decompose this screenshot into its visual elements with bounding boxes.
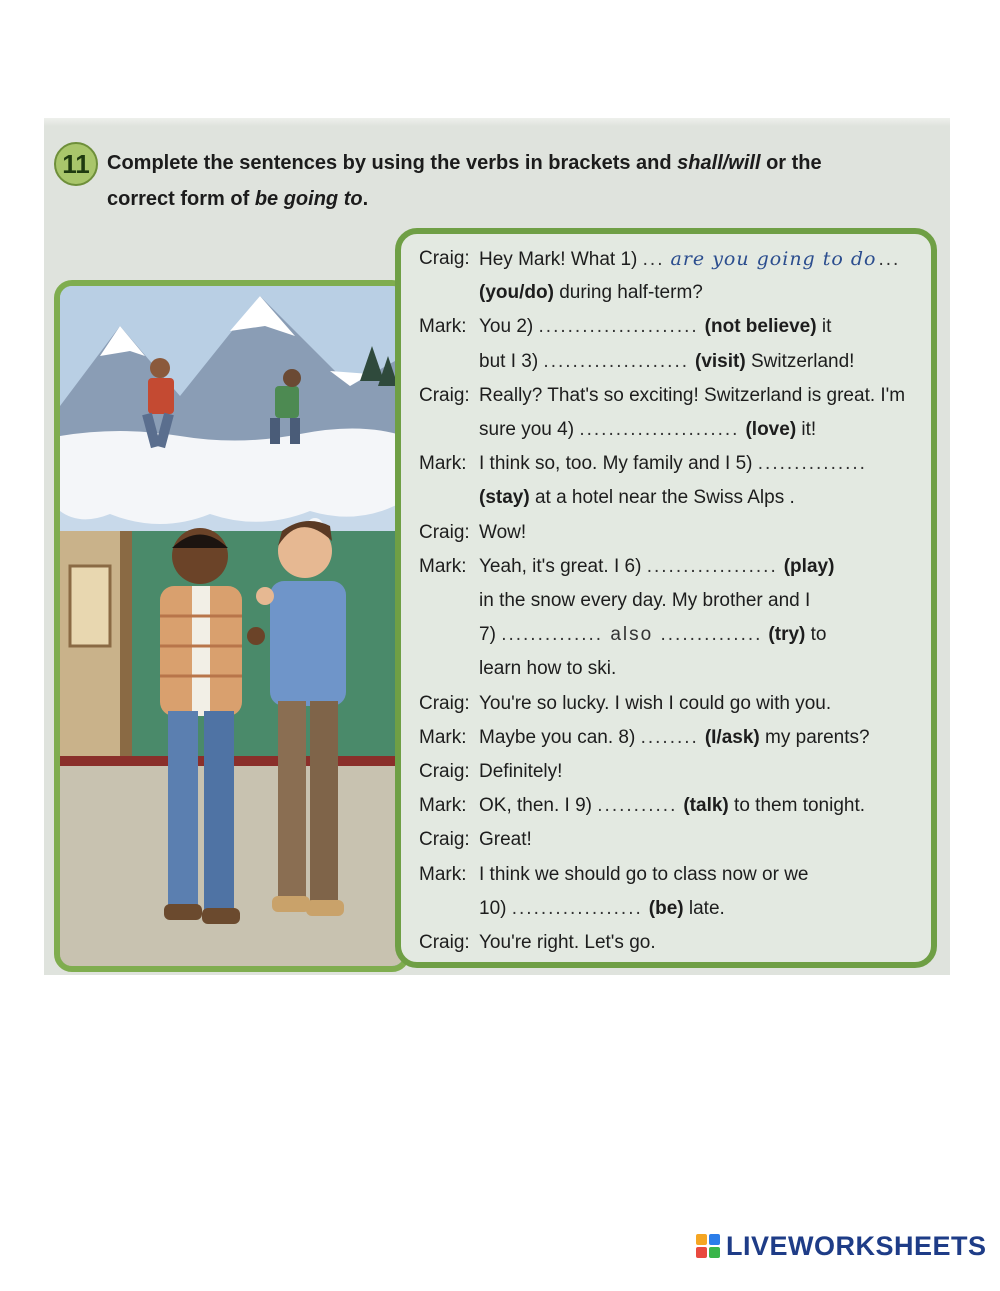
- line-text-segment: 7): [479, 624, 502, 646]
- speaker-label: Mark:: [419, 555, 467, 577]
- dialogue-line: [401, 276, 921, 310]
- line-text-segment: Hey Mark! What 1): [479, 249, 643, 270]
- line-text: [479, 892, 725, 926]
- answer-blank: ..................: [511, 897, 643, 919]
- instruction-text: .: [362, 188, 369, 210]
- line-text-segment: to them tonight.: [728, 795, 866, 817]
- dialogue-line: [401, 447, 921, 481]
- answer-blank: ........: [640, 726, 699, 748]
- line-text-segment: learn how to ski.: [479, 658, 617, 680]
- line-text-segment: I think so, too. My family and I 5): [479, 453, 758, 475]
- line-text-segment: Yeah, it's great. I 6): [479, 555, 647, 577]
- speaker-label: Craig:: [419, 692, 470, 714]
- exercise-instruction: [107, 145, 937, 217]
- speaker-label: Craig:: [419, 248, 470, 269]
- exercise-number-badge: 11: [54, 142, 98, 186]
- dialogue-line: [401, 755, 921, 789]
- line-text-segment: sure you 4): [479, 419, 580, 440]
- line-text: [479, 516, 526, 550]
- line-text: [479, 379, 905, 413]
- verb-prompt: (love): [745, 419, 797, 440]
- instruction-emphasis: be going to: [254, 188, 363, 210]
- line-text-segment: Wow!: [479, 521, 527, 543]
- verb-prompt: (talk): [683, 795, 729, 817]
- line-text: [479, 481, 795, 515]
- illustration-image: [60, 286, 404, 966]
- dialogue-line: [401, 242, 921, 276]
- illustration-boys-talking: [54, 280, 410, 972]
- line-text-segment: late.: [683, 897, 725, 919]
- line-text: [479, 858, 809, 892]
- dialogue-line: [401, 310, 921, 344]
- line-text-segment: it: [816, 316, 832, 338]
- sample-answer: are you going to do: [670, 248, 877, 270]
- line-text: [479, 276, 703, 310]
- line-text-segment: during half-term?: [553, 282, 703, 304]
- line-text: [479, 242, 900, 277]
- instruction-text: or the: [760, 152, 822, 174]
- verb-prompt: (not believe): [704, 316, 817, 338]
- speaker-label: Craig:: [419, 384, 470, 406]
- line-text: [479, 755, 562, 789]
- dialogue-line: [401, 652, 921, 686]
- line-text: [479, 584, 810, 618]
- line-text: [479, 721, 870, 755]
- verb-prompt: (you/do): [479, 282, 554, 304]
- dialogue-line: [401, 892, 921, 926]
- answer-blank: ...: [642, 249, 665, 270]
- answer-blank: .............. also ..............: [501, 624, 763, 646]
- line-text-segment: You're right. Let's go.: [479, 932, 656, 953]
- line-text: [479, 789, 865, 823]
- line-text-segment: Really? That's so exciting! Switzerland is great. I'm: [479, 384, 906, 406]
- speaker-label: Craig:: [419, 521, 470, 543]
- dialogue-box: [395, 228, 937, 968]
- dialogue-line: [401, 721, 921, 755]
- dialogue-line: [401, 550, 921, 584]
- speaker-label: Mark:: [419, 795, 467, 817]
- speaker-label: Craig:: [419, 932, 470, 953]
- line-text-segment: Definitely!: [479, 761, 563, 782]
- line-text: [479, 345, 854, 379]
- dialogue-line: [401, 926, 921, 960]
- line-text: [479, 687, 831, 721]
- dialogue-line: [401, 481, 921, 515]
- line-text: [479, 926, 656, 960]
- line-text-segment: 10): [479, 897, 512, 919]
- answer-blank: ...........: [597, 795, 678, 817]
- line-text-segment: I think we should go to class now or we: [479, 863, 809, 885]
- liveworksheets-logo-text: LIVEWORKSHEETS: [726, 1230, 987, 1261]
- answer-blank: ......................: [538, 316, 699, 338]
- instruction-text: correct form of: [107, 188, 255, 210]
- line-text: [479, 618, 827, 652]
- dialogue-line: [401, 379, 921, 413]
- line-text-segment: at a hotel near the Swiss Alps .: [529, 487, 795, 509]
- dialogue-line: [401, 618, 921, 652]
- line-text-segment: Maybe you can. 8): [479, 726, 641, 748]
- dialogue-line: [401, 823, 921, 857]
- answer-blank: ......................: [579, 419, 740, 440]
- dialogue-line: [401, 584, 921, 618]
- liveworksheets-logo: [696, 1228, 987, 1264]
- dialogue-line: [401, 789, 921, 823]
- verb-prompt: (visit): [695, 350, 746, 372]
- line-text-segment: You 2): [479, 316, 539, 338]
- liveworksheets-logo-icon: [696, 1234, 720, 1258]
- verb-prompt: (I/ask): [704, 726, 760, 748]
- verb-prompt: (stay): [479, 487, 530, 509]
- line-text: [479, 413, 816, 447]
- line-text-segment: but I 3): [479, 350, 544, 372]
- line-text-segment: in the snow every day. My brother and I: [479, 590, 811, 611]
- answer-blank: ....................: [543, 350, 689, 372]
- dialogue-line: [401, 345, 921, 379]
- line-text-segment: You're so lucky. I wish I could go with you.: [479, 692, 832, 714]
- line-text-segment: to: [805, 624, 827, 646]
- speaker-label: Mark:: [419, 726, 467, 748]
- verb-prompt: (be): [648, 897, 684, 919]
- line-text: [479, 550, 834, 584]
- line-text: [479, 823, 532, 857]
- dialogue-line: [401, 858, 921, 892]
- worksheet-page: [44, 118, 950, 975]
- line-text: [479, 652, 616, 686]
- dialogue-line: [401, 687, 921, 721]
- line-text: [479, 447, 873, 481]
- instruction-emphasis: shall/will: [677, 152, 761, 174]
- speaker-label: Craig:: [419, 761, 470, 782]
- speaker-label: Mark:: [419, 316, 467, 338]
- answer-blank: ...: [878, 249, 901, 270]
- speaker-label: Craig:: [419, 829, 470, 851]
- line-text: [479, 310, 831, 344]
- line-text-segment: OK, then. I 9): [479, 795, 598, 817]
- answer-blank: ...............: [757, 453, 867, 475]
- line-text-segment: Great!: [479, 829, 532, 851]
- verb-prompt: (try): [768, 624, 806, 646]
- speaker-label: Mark:: [419, 863, 467, 885]
- line-text-segment: it!: [796, 419, 817, 440]
- line-text-segment: my parents?: [759, 726, 870, 748]
- dialogue-line: [401, 413, 921, 447]
- line-text-segment: Switzerland!: [745, 350, 855, 372]
- instruction-text: Complete the sentences by using the verbs in brackets and: [107, 152, 678, 174]
- speaker-label: Mark:: [419, 453, 467, 475]
- verb-prompt: (play): [783, 555, 835, 577]
- answer-blank: ..................: [646, 555, 778, 577]
- dialogue-line: [401, 516, 921, 550]
